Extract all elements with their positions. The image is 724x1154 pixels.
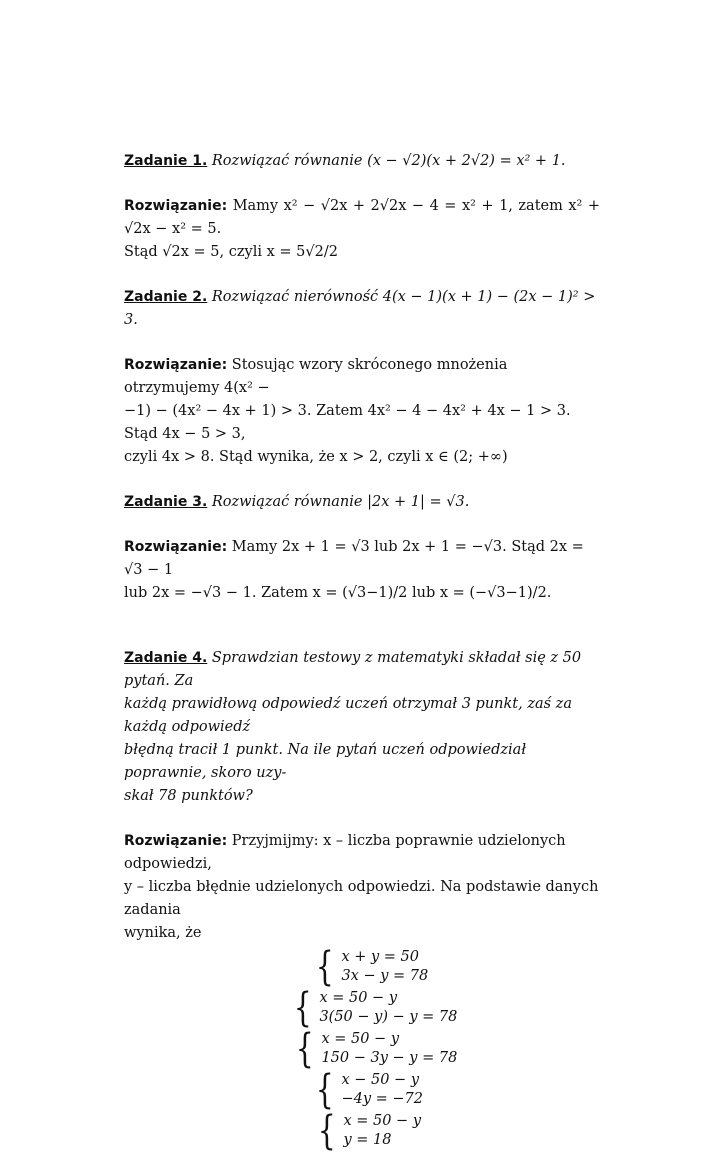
problem-4-heading: Zadanie 4. [124, 650, 208, 666]
brace-icon: { [295, 1026, 314, 1072]
problem-3-statement: Rozwiązać równanie |2x + 1| = √3. [211, 494, 470, 510]
system-1-eq-2: 3x − y = 78 [341, 968, 429, 984]
system-4-eq-2: −4y = −72 [341, 1091, 423, 1107]
brace-icon: { [317, 1108, 336, 1154]
solution-3-line-1: Mamy 2x + 1 = √3 lub 2x + 1 = −√3. Stąd 2x = √3 − 1 [124, 539, 584, 578]
brace-icon: { [315, 1067, 334, 1113]
solution-1-line-1: Mamy x² − √2x + 2√2x − 4 = x² + 1, zatem x² + √2x − x² = 5. [124, 198, 600, 237]
solution-3-line-2: lub 2x = −√3 − 1. Zatem x = (√3−1)/2 lub x = (−√3−1)/2. [124, 585, 552, 601]
system-4-eq-1: x − 50 − y [341, 1072, 420, 1088]
solution-4-line-2: y – liczba błędnie udzielonych odpowiedzi. Na podstawie danych zadania [124, 879, 599, 918]
system-2-eq-1: x = 50 − y [319, 990, 398, 1006]
system-2-eq-2: 3(50 − y) − y = 78 [319, 1009, 458, 1025]
problem-2 [124, 286, 600, 332]
problem-3 [124, 491, 600, 514]
system-1-eq-1: x + y = 50 [341, 949, 420, 965]
solution-4-line-3: wynika, że [124, 925, 202, 941]
problem-3-heading: Zadanie 3. [124, 494, 208, 510]
problem-1-statement: Rozwiązać równanie (x − √2)(x + 2√2) = x² + 1. [211, 153, 566, 169]
problem-4-statement-line-4: skał 78 punktów? [124, 788, 253, 804]
equation-system-4 [312, 1067, 600, 1113]
equation-system-3 [292, 1026, 600, 1072]
problem-4-statement-line-1: Sprawdzian testowy z matematyki składał się z 50 pytań. Za [124, 650, 582, 689]
solution-3 [124, 536, 600, 605]
problem-1-heading: Zadanie 1. [124, 153, 208, 169]
brace-icon: { [315, 944, 334, 990]
solution-2-line-2: −1) − (4x² − 4x + 1) > 3. Zatem 4x² − 4 − 4x² + 4x − 1 > 3. Stąd 4x − 5 > 3, [124, 403, 571, 442]
problem-1 [124, 150, 600, 173]
equation-system-1 [312, 944, 600, 990]
system-5-eq-2: y = 18 [343, 1132, 392, 1148]
solution-4-line-1: Przyjmijmy: x – liczba poprawnie udzielonych odpowiedzi, [124, 833, 566, 872]
problem-2-heading: Zadanie 2. [124, 289, 208, 305]
problem-4 [124, 647, 600, 808]
solution-1-label: Rozwiązanie: [124, 198, 228, 214]
problem-4-statement-line-3: błędną tracił 1 punkt. Na ile pytań uczeń odpowiedział poprawnie, skoro uzy- [124, 742, 527, 781]
solution-4 [124, 830, 600, 945]
solution-4-label: Rozwiązanie: [124, 833, 228, 849]
solution-2-label: Rozwiązanie: [124, 357, 228, 373]
solution-1 [124, 195, 600, 264]
problem-2-statement: Rozwiązać nierówność 4(x − 1)(x + 1) − (2x − 1)² > 3. [124, 289, 596, 328]
solution-1-line-2: Stąd √2x = 5, czyli x = 5√2/2 [124, 244, 338, 260]
equation-system-5 [314, 1108, 600, 1154]
solution-3-label: Rozwiązanie: [124, 539, 228, 555]
system-3-eq-1: x = 50 − y [321, 1031, 400, 1047]
system-3-eq-2: 150 − 3y − y = 78 [321, 1050, 458, 1066]
solution-2 [124, 354, 600, 469]
document-page [124, 150, 600, 1153]
problem-4-statement-line-2: każdą prawidłową odpowiedź uczeń otrzymał 3 punkt, zaś za każdą odpowiedź [124, 696, 572, 735]
solution-2-line-1: Stosując wzory skróconego mnożenia otrzymujemy 4(x² − [124, 357, 508, 396]
system-5-eq-1: x = 50 − y [343, 1113, 422, 1129]
equation-system-2 [290, 985, 600, 1031]
brace-icon: { [293, 985, 312, 1031]
solution-2-line-3: czyli 4x > 8. Stąd wynika, że x > 2, czyli x ∈ (2; +∞) [124, 449, 508, 465]
